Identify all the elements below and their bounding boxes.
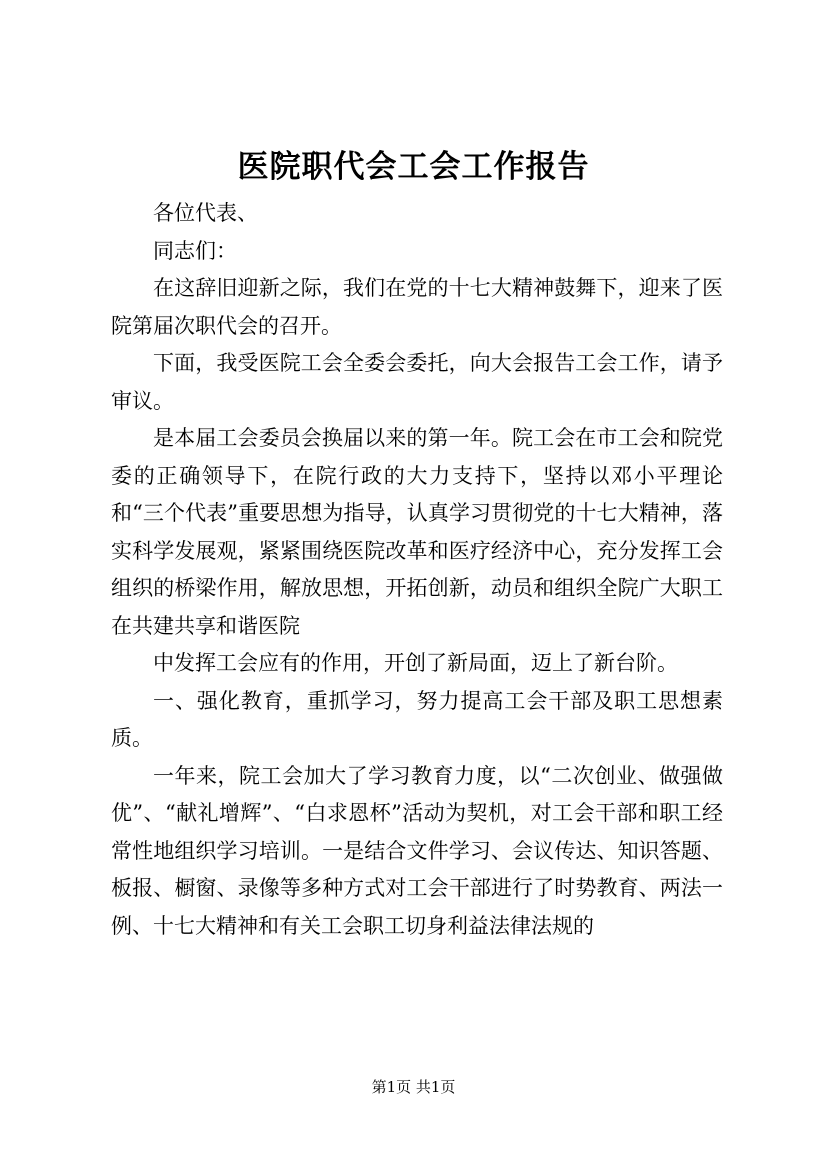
document-body xyxy=(111,195,723,945)
page-footer: 第1页 共1页 xyxy=(371,1078,456,1096)
paragraph-continuation: 中发挥工会应有的作用，开创了新局面，迈上了新台阶。 xyxy=(153,651,678,675)
paragraph-report-intro: 下面，我受医院工会全委会委托，向大会报告工会工作，请予审议。 xyxy=(111,351,723,413)
paragraph-salutation-2: 同志们： xyxy=(153,238,237,263)
paragraph-education: 一年来，院工会加大了学习教育力度，以“二次创业、做强做优”、“献礼增辉”、“白求恩杯”活动为契机，对工会干部和职工经常性地组织学习培训。一是结合文件学习、会议传达、知识答题、板报、橱窗、录像等多种方式对工会干部进行了时势教育、两法一例、十七大精神和有关工会职工切身利益法律法规的 xyxy=(111,763,723,938)
document-title: 医院职代会工会工作报告 xyxy=(237,149,590,185)
paragraph-first-year: 是本届工会委员会换届以来的第一年。院工会在市工会和院党委的正确领导下，在院行政的大力支持下，坚持以邓小平理论和“三个代表”重要思想为指导，认真学习贯彻党的十七大精神，落实科学发展观，紧紧围绕医院改革和医疗经济中心，充分发挥工会组织的桥梁作用，解放思想，开拓创新，动员和组织全院广大职工在共建共享和谐医院 xyxy=(111,426,723,638)
paragraph-salutation-1: 各位代表、 xyxy=(153,201,258,225)
section-heading-one: 一、强化教育，重抓学习，努力提高工会干部及职工思想素质。 xyxy=(111,688,723,750)
paragraph-opening: 在这辞旧迎新之际，我们在党的十七大精神鼓舞下，迎来了医院第届次职代会的召开。 xyxy=(111,276,723,338)
